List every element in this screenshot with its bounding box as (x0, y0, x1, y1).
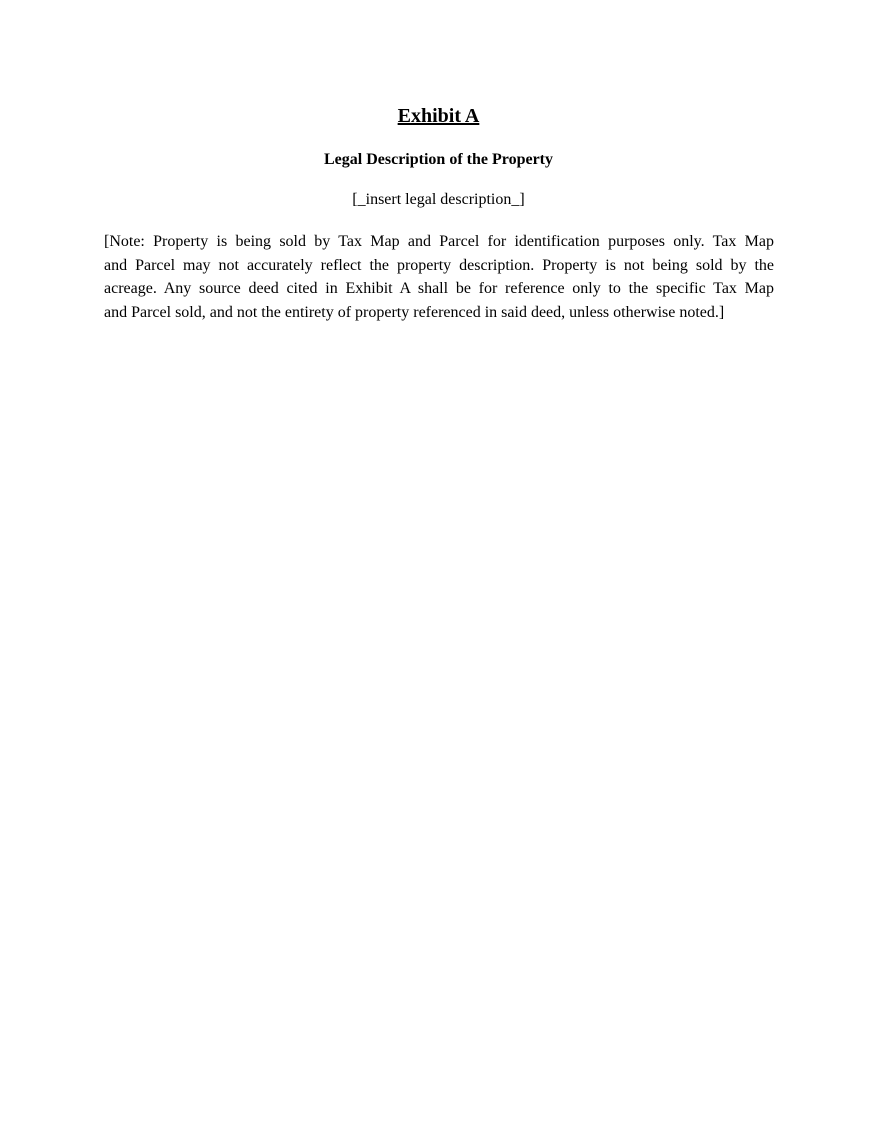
exhibit-title: Exhibit A (397, 105, 480, 127)
note-paragraph (104, 230, 774, 324)
legal-description-placeholder: [_insert legal description_] (352, 191, 525, 208)
section-subtitle: Legal Description of the Property (324, 151, 553, 168)
note-line: acreage. Any source deed cited in Exhibit A shall be for reference only to the specific Tax Map (104, 280, 774, 297)
note-line: and Parcel sold, and not the entirety of property referenced in said deed, unless otherwise noted.] (104, 303, 725, 321)
note-line: and Parcel may not accurately reflect the property description. Property is not being sold by the (104, 256, 774, 274)
note-line: [Note: Property is being sold by Tax Map and Parcel for identification purposes only. Tax Map (104, 233, 774, 250)
